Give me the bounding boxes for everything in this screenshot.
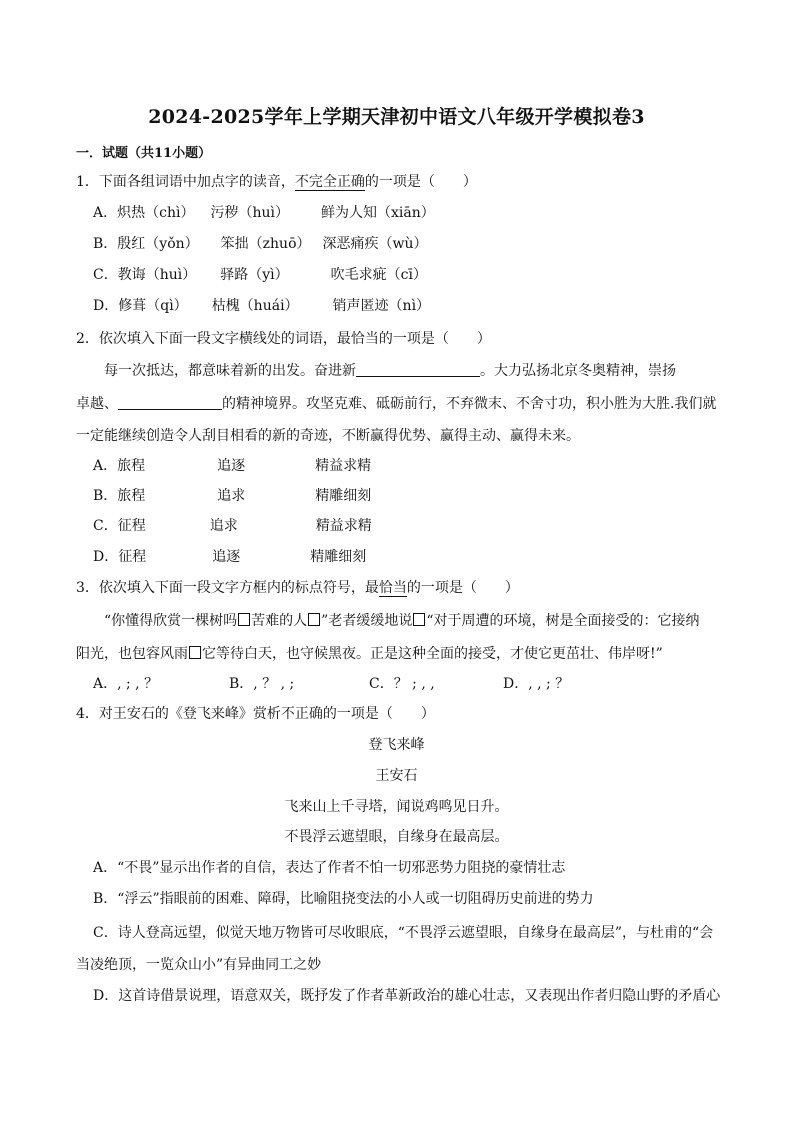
fill-blank-2 [118, 395, 222, 410]
question-3-options [93, 674, 569, 694]
question-2-option-c: C．征程 追求 精益求精 [93, 518, 372, 534]
question-4-option-a: A．“不畏”显示出作者的自信，表达了作者不怕一切邪恶势力阻挠的豪情壮志 [93, 860, 566, 876]
option-a-word-1: 炽热（chì） [117, 205, 195, 221]
question-3-option-d: D．, , ; ？ [503, 676, 570, 692]
option-a-word-2: 污秽（huì） [210, 205, 289, 221]
question-3-passage-line-1: “你懂得欣赏一棵树吗 苦难的人 ”老者缓缓地说 “对于周遭的环境，树是全面接受的：它接纳 [104, 613, 700, 629]
question-1-stem [76, 172, 477, 192]
question-2-stem: 2．依次填入下面一段文字横线处的词语，最恰当的一项是（ ） [76, 331, 491, 347]
poem-line-2: 不畏浮云遮望眼，自缘身在最高层。 [284, 829, 509, 845]
question-4-option-c-line-2: 当凌绝顶，一览众山小”有异曲同工之妙 [76, 957, 322, 973]
question-4-option-c-line-1: C．诗人登高远望，似觉天地万物皆可尽收眼底，“不畏浮云遮望眼，自缘身在最高层”，与杜甫的“会 [93, 925, 714, 941]
question-1-stem-c: 的一项是（ ） [364, 174, 477, 190]
question-3-stem: 3．依次填入下面一段文字方框内的标点符号，最恰当的一项是（ ） [76, 580, 519, 596]
page-title: 2024-2025学年上学期天津初中语文八年级开学模拟卷3 [148, 106, 645, 128]
option-c-word-2: 驿路（yì） [220, 267, 289, 283]
question-2-passage-line-3: 一定能继续创造令人刮目相看的新的奇迹，不断赢得优势、赢得主动、赢得未来。 [76, 428, 580, 444]
question-2-passage-line-2: 卓越、 的精神境界。攻坚克难、砥砺前行，不弃微末、不舍寸功，积小胜为大胜.我们就 [76, 396, 717, 412]
question-3-passage-line-2: 阳光，也包容风雨 它等待白天，也守候黑夜。正是这种全面的接受，才使它更茁壮、伟岸呀!” [76, 646, 663, 662]
question-1-option-d: D．修葺（qì） 枯槐（huái） 销声匿迹（nì） [93, 298, 431, 314]
question-1-option-c: C．教诲（huì） 驿路（yì） 吹毛求疵（cī） [93, 267, 427, 283]
question-3-option-c: C．？ ; , , [369, 676, 435, 692]
option-b-word-2: 笨拙（zhuō） [220, 236, 311, 252]
option-d-word-1: 修葺（qì） [118, 298, 188, 314]
question-2-passage-line-1: 每一次抵达，都意味着新的出发。奋进新 。大力弘扬北京冬奥精神，崇扬 [104, 363, 676, 379]
fill-blank-1 [356, 362, 480, 377]
option-b-word-3: 深恶痛疾（wù） [322, 236, 428, 252]
option-d-word-2: 枯槐（huái） [211, 298, 299, 314]
question-1-emphasis: 不完全正确 [294, 174, 365, 190]
question-1-stem-a: 1．下面各组词语中加点字的读音， [76, 174, 295, 190]
punctuation-box-1 [238, 613, 250, 626]
punctuation-box-2 [308, 613, 320, 626]
question-3-option-b: B．, ？ , ; [229, 676, 295, 692]
poem-author: 王安石 [375, 768, 418, 784]
question-4-option-b: B．“浮云”指眼前的困难、障碍，比喻阻挠变法的小人或一切阻碍历史前进的势力 [93, 891, 594, 907]
question-2-option-a: A．旅程 追逐 精益求精 [93, 458, 372, 474]
question-1-option-b: B．殷红（yǒn） 笨拙（zhuō） 深恶痛疾（wù） [93, 236, 428, 252]
poem-title: 登飞来峰 [368, 737, 425, 753]
punctuation-box-3 [413, 613, 425, 626]
option-c-word-3: 吹毛求疵（cī） [330, 267, 427, 283]
question-4-option-d: D．这首诗借景说理，语意双关，既抒发了作者革新政治的雄心壮志，又表现出作者归隐山野的矛盾心 [93, 988, 721, 1004]
poem-line-1: 飞来山上千寻塔，闻说鸡鸣见日升。 [284, 799, 509, 815]
question-2-option-b: B．旅程 追求 精雕细刻 [93, 488, 372, 504]
option-b-word-1: 殷红（yǒn） [117, 236, 199, 252]
question-2-option-d: D．征程 追逐 精雕细刻 [93, 549, 367, 565]
question-1-option-a: A．炽热（chì） 污秽（huì） 鲜为人知（xiān） [93, 205, 435, 221]
punctuation-box-4 [189, 646, 201, 659]
option-a-word-3: 鲜为人知（xiān） [320, 205, 435, 221]
option-d-word-3: 销声匿迹（nì） [332, 298, 431, 314]
question-3-option-a: A．, ; , ？ [93, 676, 159, 692]
section-heading: 一．试题（共11小题） [76, 146, 212, 161]
question-3-emphasis: 恰当 [378, 580, 407, 596]
option-c-word-1: 教诲（huì） [117, 267, 197, 283]
question-4-stem: 4．对王安石的《登飞来峰》赏析不正确的一项是（ ） [76, 706, 435, 722]
